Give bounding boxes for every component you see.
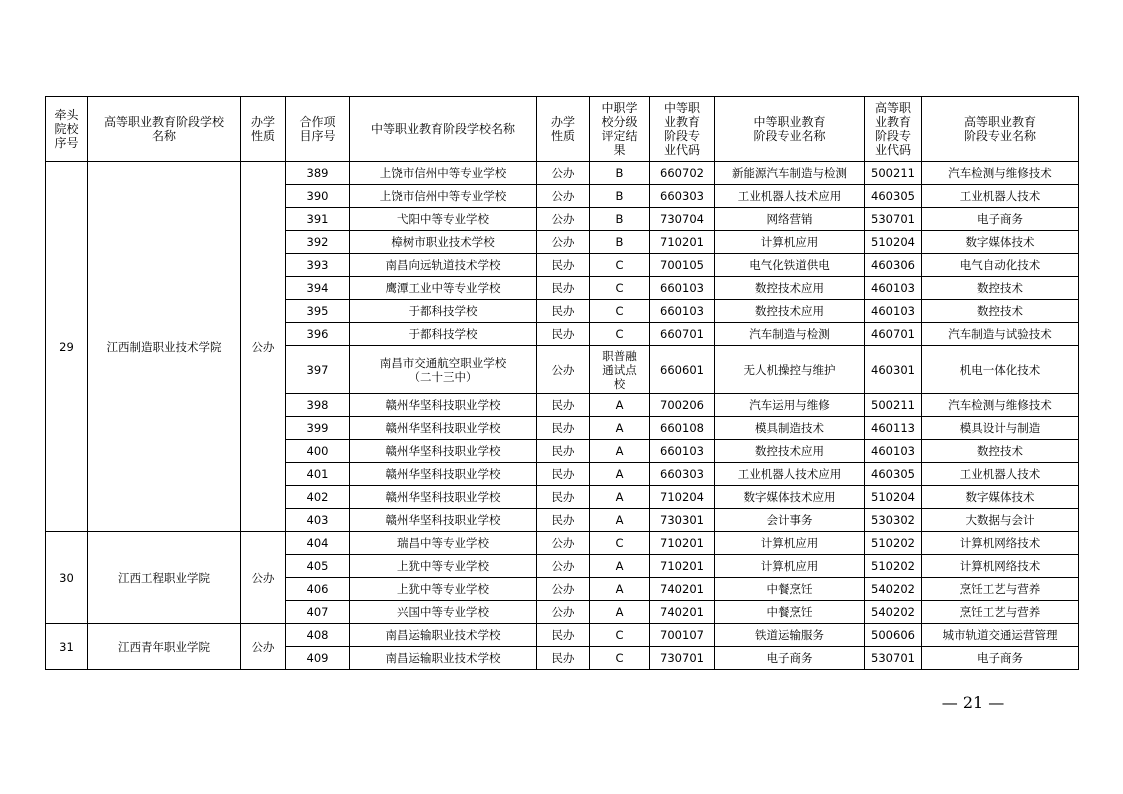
cell-school: 弋阳中等专业学校 [350,208,537,231]
cell-sec-major: 中餐烹饪 [715,601,865,624]
header-lead-no: 牵头 院校 序号 [46,97,88,162]
cell-high-code: 460103 [865,300,922,323]
cell-high-major: 数控技术 [922,440,1079,463]
header-coop-no: 合作项 目序号 [286,97,350,162]
cell-no: 398 [286,394,350,417]
cell-sec-code: 710201 [650,532,715,555]
cell-grade: C [590,624,650,647]
cell-school: 赣州华坚科技职业学校 [350,440,537,463]
cell-nature: 民办 [537,647,590,670]
cell-nature: 民办 [537,624,590,647]
cell-school: 鹰潭工业中等专业学校 [350,277,537,300]
lead-school-name: 江西制造职业技术学院 [88,162,241,532]
cell-high-major: 机电一体化技术 [922,346,1079,394]
cell-high-major: 计算机网络技术 [922,532,1079,555]
cell-grade: A [590,440,650,463]
lead-school-no: 31 [46,624,88,670]
lead-school-name: 江西青年职业学院 [88,624,241,670]
cell-high-code: 460103 [865,277,922,300]
cell-nature: 民办 [537,440,590,463]
lead-school-nature: 公办 [241,624,286,670]
cell-sec-major: 数控技术应用 [715,300,865,323]
cell-high-major: 电子商务 [922,647,1079,670]
cell-sec-major: 计算机应用 [715,555,865,578]
cell-school: 上犹中等专业学校 [350,555,537,578]
cell-sec-code: 660103 [650,440,715,463]
cell-no: 393 [286,254,350,277]
cell-high-major: 烹饪工艺与营养 [922,601,1079,624]
cell-high-code: 460301 [865,346,922,394]
cell-high-major: 电子商务 [922,208,1079,231]
cell-sec-major: 模具制造技术 [715,417,865,440]
cell-high-code: 460113 [865,417,922,440]
cell-high-code: 540202 [865,578,922,601]
header-nature: 办学 性质 [241,97,286,162]
cell-sec-major: 工业机器人技术应用 [715,463,865,486]
cell-sec-code: 660601 [650,346,715,394]
table-body [46,162,1079,670]
cell-grade: 职普融 通试点 校 [590,346,650,394]
cell-nature: 民办 [537,323,590,346]
cell-high-code: 500211 [865,394,922,417]
cell-grade: C [590,254,650,277]
cell-grade: C [590,277,650,300]
cell-sec-major: 汽车运用与维修 [715,394,865,417]
cell-grade: A [590,417,650,440]
cell-nature: 民办 [537,394,590,417]
cell-sec-code: 660303 [650,185,715,208]
cell-high-major: 数控技术 [922,277,1079,300]
cell-grade: C [590,300,650,323]
cell-sec-major: 网络营销 [715,208,865,231]
cell-grade: B [590,208,650,231]
cell-grade: A [590,578,650,601]
cell-no: 389 [286,162,350,185]
cell-school: 兴国中等专业学校 [350,601,537,624]
table-row [46,532,1079,555]
cell-high-code: 530701 [865,647,922,670]
cell-school: 赣州华坚科技职业学校 [350,509,537,532]
cell-high-major: 烹饪工艺与营养 [922,578,1079,601]
header-secondary-school: 中等职业教育阶段学校名称 [350,97,537,162]
cell-school: 上犹中等专业学校 [350,578,537,601]
cell-sec-code: 710201 [650,231,715,254]
cell-high-code: 500606 [865,624,922,647]
cell-no: 402 [286,486,350,509]
cell-school: 南昌市交通航空职业学校 （二十三中） [350,346,537,394]
cell-grade: C [590,647,650,670]
cell-grade: A [590,486,650,509]
cell-high-major: 工业机器人技术 [922,463,1079,486]
cell-high-code: 460103 [865,440,922,463]
cell-grade: A [590,463,650,486]
header-row [46,97,1079,162]
cell-sec-major: 计算机应用 [715,231,865,254]
cell-high-major: 计算机网络技术 [922,555,1079,578]
header-higher-school: 高等职业教育阶段学校 名称 [88,97,241,162]
header-high-code: 高等职 业教育 阶段专 业代码 [865,97,922,162]
cell-grade: A [590,509,650,532]
cell-nature: 民办 [537,417,590,440]
cell-sec-code: 700206 [650,394,715,417]
cell-sec-code: 660108 [650,417,715,440]
cell-nature: 民办 [537,277,590,300]
cell-school: 南昌向远轨道技术学校 [350,254,537,277]
cell-school: 南昌运输职业技术学校 [350,624,537,647]
cell-high-code: 510204 [865,486,922,509]
cell-high-major: 汽车制造与试验技术 [922,323,1079,346]
cell-high-code: 460701 [865,323,922,346]
cell-grade: C [590,323,650,346]
cell-school: 上饶市信州中等专业学校 [350,162,537,185]
cell-nature: 公办 [537,162,590,185]
cell-sec-major: 会计事务 [715,509,865,532]
cell-high-code: 530701 [865,208,922,231]
cell-no: 409 [286,647,350,670]
cell-sec-code: 660103 [650,300,715,323]
cell-no: 397 [286,346,350,394]
cell-no: 403 [286,509,350,532]
cell-sec-major: 计算机应用 [715,532,865,555]
cell-nature: 公办 [537,532,590,555]
cell-nature: 公办 [537,578,590,601]
lead-school-nature: 公办 [241,532,286,624]
cell-sec-major: 电气化铁道供电 [715,254,865,277]
cell-no: 407 [286,601,350,624]
cell-sec-code: 730301 [650,509,715,532]
lead-school-nature: 公办 [241,162,286,532]
cell-sec-code: 700107 [650,624,715,647]
cell-sec-major: 工业机器人技术应用 [715,185,865,208]
cell-nature: 民办 [537,509,590,532]
cell-high-major: 数控技术 [922,300,1079,323]
cell-sec-code: 730704 [650,208,715,231]
cell-grade: B [590,162,650,185]
lead-school-name: 江西工程职业学院 [88,532,241,624]
cell-nature: 公办 [537,208,590,231]
header-nature-2: 办学 性质 [537,97,590,162]
cell-sec-code: 710204 [650,486,715,509]
cell-high-code: 540202 [865,601,922,624]
cell-nature: 公办 [537,346,590,394]
cell-high-code: 510202 [865,555,922,578]
cell-sec-major: 数控技术应用 [715,277,865,300]
cell-school: 赣州华坚科技职业学校 [350,394,537,417]
cell-no: 396 [286,323,350,346]
cell-high-major: 汽车检测与维修技术 [922,394,1079,417]
cell-high-major: 大数据与会计 [922,509,1079,532]
cell-grade: B [590,231,650,254]
cell-high-major: 数字媒体技术 [922,231,1079,254]
header-high-major: 高等职业教育 阶段专业名称 [922,97,1079,162]
cell-no: 390 [286,185,350,208]
table-row [46,624,1079,647]
cell-high-major: 电气自动化技术 [922,254,1079,277]
table-row [46,162,1079,185]
cell-high-major: 工业机器人技术 [922,185,1079,208]
cell-no: 392 [286,231,350,254]
cell-nature: 公办 [537,555,590,578]
cell-school: 赣州华坚科技职业学校 [350,463,537,486]
cell-sec-code: 660702 [650,162,715,185]
cell-no: 394 [286,277,350,300]
cell-school: 赣州华坚科技职业学校 [350,486,537,509]
header-sec-code: 中等职 业教育 阶段专 业代码 [650,97,715,162]
cell-nature: 公办 [537,601,590,624]
cell-sec-major: 铁道运输服务 [715,624,865,647]
cell-no: 405 [286,555,350,578]
cell-high-code: 510204 [865,231,922,254]
cell-sec-code: 730701 [650,647,715,670]
cell-sec-major: 中餐烹饪 [715,578,865,601]
cell-high-code: 500211 [865,162,922,185]
cell-grade: A [590,555,650,578]
cell-grade: B [590,185,650,208]
lead-school-no: 29 [46,162,88,532]
page-number: — 21 — [941,693,1005,712]
cell-sec-major: 汽车制造与检测 [715,323,865,346]
cell-sec-major: 电子商务 [715,647,865,670]
cell-sec-major: 新能源汽车制造与检测 [715,162,865,185]
cell-nature: 民办 [537,300,590,323]
cell-nature: 公办 [537,185,590,208]
cell-school: 瑞昌中等专业学校 [350,532,537,555]
cell-school: 于都科技学校 [350,300,537,323]
cell-no: 391 [286,208,350,231]
cell-sec-code: 660303 [650,463,715,486]
cell-no: 406 [286,578,350,601]
cell-high-major: 城市轨道交通运营管理 [922,624,1079,647]
header-grade: 中职学 校分级 评定结 果 [590,97,650,162]
lead-school-no: 30 [46,532,88,624]
cell-high-code: 530302 [865,509,922,532]
cell-sec-code: 710201 [650,555,715,578]
cell-no: 404 [286,532,350,555]
cell-high-major: 模具设计与制造 [922,417,1079,440]
cell-nature: 民办 [537,254,590,277]
cell-sec-code: 740201 [650,578,715,601]
cell-no: 408 [286,624,350,647]
cell-high-code: 460305 [865,463,922,486]
cell-nature: 民办 [537,463,590,486]
cell-no: 401 [286,463,350,486]
cell-nature: 公办 [537,231,590,254]
cell-nature: 民办 [537,486,590,509]
cell-school: 赣州华坚科技职业学校 [350,417,537,440]
cell-high-code: 510202 [865,532,922,555]
cell-sec-major: 数控技术应用 [715,440,865,463]
cell-school: 于都科技学校 [350,323,537,346]
cell-sec-major: 数字媒体技术应用 [715,486,865,509]
cell-school: 上饶市信州中等专业学校 [350,185,537,208]
cell-grade: A [590,394,650,417]
cell-high-major: 数字媒体技术 [922,486,1079,509]
cell-high-code: 460305 [865,185,922,208]
cooperation-table [45,96,1079,670]
cell-high-code: 460306 [865,254,922,277]
cell-sec-major: 无人机操控与维护 [715,346,865,394]
cell-sec-code: 660103 [650,277,715,300]
header-sec-major: 中等职业教育 阶段专业名称 [715,97,865,162]
cell-high-major: 汽车检测与维修技术 [922,162,1079,185]
cell-school: 南昌运输职业技术学校 [350,647,537,670]
cell-grade: A [590,601,650,624]
cell-sec-code: 660701 [650,323,715,346]
cell-no: 399 [286,417,350,440]
cell-grade: C [590,532,650,555]
cell-no: 400 [286,440,350,463]
cell-school: 樟树市职业技术学校 [350,231,537,254]
cell-sec-code: 740201 [650,601,715,624]
cell-sec-code: 700105 [650,254,715,277]
cell-no: 395 [286,300,350,323]
